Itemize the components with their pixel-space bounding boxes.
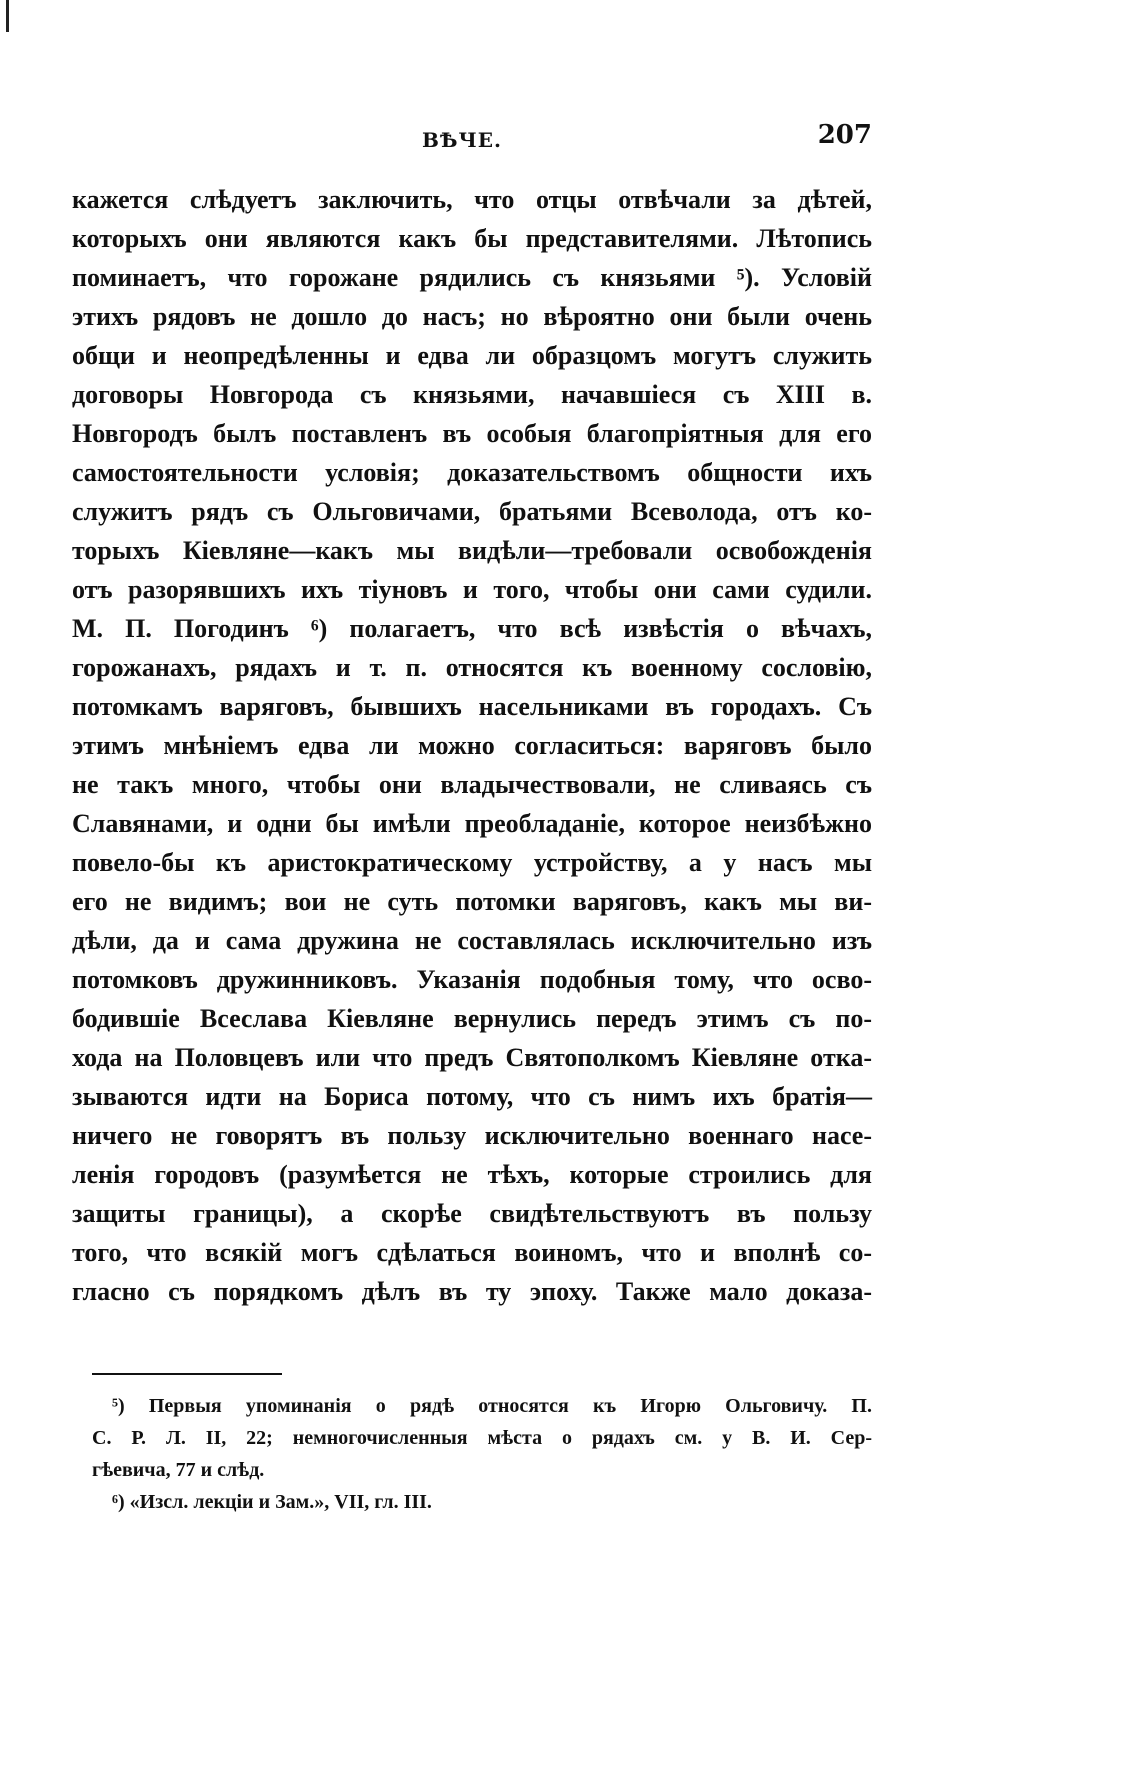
text-line: хода на Половцевъ или что предъ Святополкомъ Кіевляне отка- <box>72 1043 872 1072</box>
footnote-line: ⁵) Первыя упоминанія о рядѣ относятся къ Игорю Ольговичу. П. <box>112 1395 872 1417</box>
text-line: потомкамъ варяговъ, бывшихъ насельниками въ городахъ. Съ <box>72 692 872 721</box>
text-line: кажется слѣдуетъ заключить, что отцы отвѣчали за дѣтей, <box>72 185 872 214</box>
body-text <box>72 180 872 1311</box>
text-line: договоры Новгорода съ князьями, начавшіеся съ XIII в. <box>72 380 872 409</box>
text-line: горожанахъ, рядахъ и т. п. относятся къ военному сословію, <box>72 653 872 682</box>
text-line: бодившіе Всеслава Кіевляне вернулись передъ этимъ съ по- <box>72 1004 872 1033</box>
text-line: повело-бы къ аристократическому устройству, а у насъ мы <box>72 848 872 877</box>
text-line: гласно съ порядкомъ дѣлъ въ ту эпоху. Также мало доказа- <box>72 1277 872 1306</box>
footnote-divider <box>92 1373 282 1375</box>
text-line: зываются идти на Бориса потому, что съ нимъ ихъ братія— <box>72 1082 872 1111</box>
text-line: которыхъ они являются какъ бы представителями. Лѣтопись <box>72 224 872 253</box>
text-line: торыхъ Кіевляне—какъ мы видѣли—требовали освобожденія <box>72 536 872 565</box>
text-line: самостоятельности условія; доказательствомъ общности ихъ <box>72 458 872 487</box>
footnote-line: ⁶) «Изсл. лекціи и Зам.», VII, гл. III. <box>112 1491 432 1513</box>
text-line: ленія городовъ (разумѣется не тѣхъ, которые строились для <box>72 1160 872 1189</box>
text-line: служитъ рядъ съ Ольговичами, братьями Всеволода, отъ ко- <box>72 497 872 526</box>
text-line: того, что всякій могъ сдѣлаться воиномъ, что и вполнѣ со- <box>72 1238 872 1267</box>
text-line: Славянами, и одни бы имѣли преобладаніе, которое неизбѣжно <box>72 809 872 838</box>
page-number: 207 <box>817 120 872 150</box>
text-line: поминаетъ, что горожане рядились съ князьями ⁵). Условій <box>72 263 872 292</box>
footnotes <box>92 1390 872 1518</box>
running-head: ВѢЧЕ. <box>422 128 502 152</box>
text-line: М. П. Погодинъ ⁶) полагаетъ, что всѣ извѣстія о вѣчахъ, <box>72 614 872 643</box>
text-line: не такъ много, чтобы они владычествовали, не сливаясь съ <box>72 770 872 799</box>
text-line: отъ разорявшихъ ихъ тіуновъ и того, чтобы они сами судили. <box>72 575 872 604</box>
text-line: его не видимъ; вои не суть потомки варяговъ, какъ мы ви- <box>72 887 872 916</box>
footnote-line: С. Р. Л. II, 22; немногочисленныя мѣста о рядахъ см. у В. И. Сер- <box>92 1427 872 1449</box>
text-line: защиты границы), а скорѣе свидѣтельствуютъ въ пользу <box>72 1199 872 1228</box>
text-line: потомковъ дружинниковъ. Указанія подобныя тому, что осво- <box>72 965 872 994</box>
text-line: дѣли, да и сама дружина не составлялась исключительно изъ <box>72 926 872 955</box>
footnote-line: гѣевича, 77 и слѣд. <box>92 1459 265 1481</box>
page-edge-mark <box>6 0 9 32</box>
text-line: этихъ рядовъ не дошло до насъ; но вѣроятно они были очень <box>72 302 872 331</box>
text-line: Новгородъ былъ поставленъ въ особыя благопріятныя для его <box>72 419 872 448</box>
text-line: ничего не говорятъ въ пользу исключительно военнаго насе- <box>72 1121 872 1150</box>
text-line: этимъ мнѣніемъ едва ли можно согласиться: варяговъ было <box>72 731 872 760</box>
page-header <box>92 120 872 160</box>
text-line: общи и неопредѣленны и едва ли образцомъ могутъ служить <box>72 341 872 370</box>
